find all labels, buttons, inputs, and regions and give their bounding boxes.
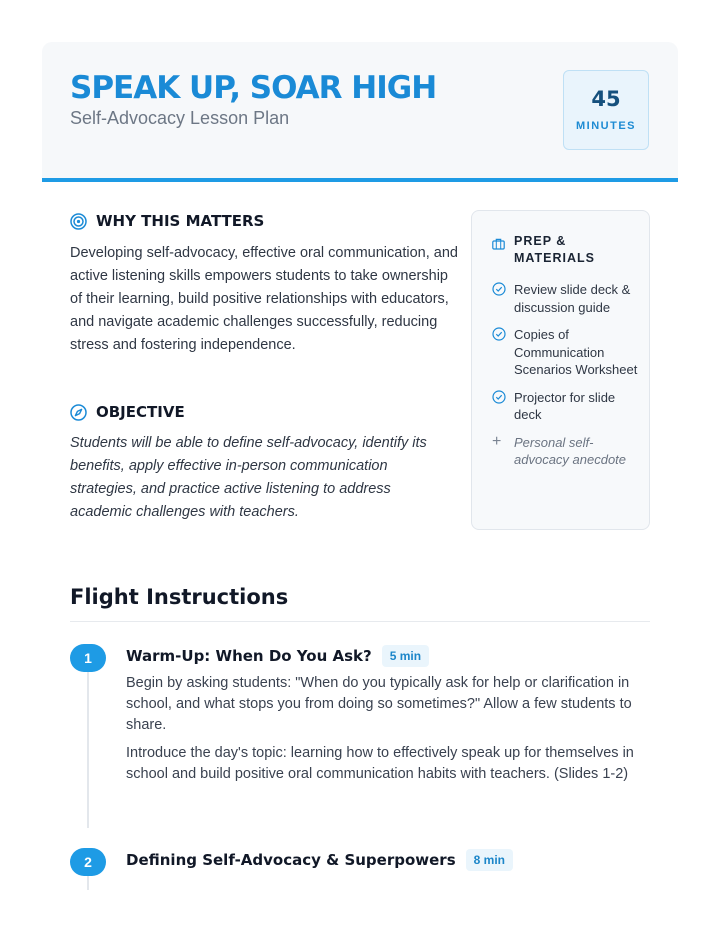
check-circle-icon: [492, 389, 506, 424]
why-heading-text: WHY THIS MATTERS: [96, 212, 265, 230]
flight-instructions-title: Flight Instructions: [70, 585, 289, 609]
header: [42, 42, 678, 178]
step-title: Warm-Up: When Do You Ask?: [126, 647, 372, 665]
check-circle-icon: [492, 326, 506, 379]
prep-item-label: Review slide deck & discussion guide: [514, 282, 631, 315]
prep-item-label: Projector for slide deck: [514, 389, 616, 422]
prep-heading: [492, 233, 594, 267]
plus-icon: +: [492, 432, 502, 450]
prep-item-optional: [492, 434, 642, 469]
step-number: 1: [70, 644, 106, 672]
step-title: Defining Self-Advocacy & Superpowers: [126, 851, 456, 869]
target-icon: [70, 213, 87, 230]
prep-materials-card: [471, 210, 650, 530]
objective-body: Students will be able to define self-advocacy, identify its benefits, apply effective in-person communication strategies, and practice active listening to address academic challenges with teachers.: [70, 435, 427, 520]
duration-value: 45: [591, 87, 621, 111]
step-connector: [87, 672, 89, 828]
flight-divider: [70, 621, 650, 622]
step-connector: [87, 876, 89, 890]
prep-item: [492, 281, 642, 316]
header-divider: [42, 178, 678, 182]
prep-list: [492, 281, 642, 479]
step-number: 2: [70, 848, 106, 876]
step-paragraph: Begin by asking students: "When do you typically ask for help or clarification in school, and what stops you from doing so sometimes?" Allow a few students to share.: [126, 675, 632, 733]
page-subtitle: Self-Advocacy Lesson Plan: [70, 108, 290, 128]
objective-heading: [70, 403, 185, 421]
step-time-badge: 8 min: [466, 849, 513, 871]
duration-unit: MINUTES: [576, 120, 636, 132]
briefcase-icon: [492, 233, 505, 267]
check-circle-icon: [492, 281, 506, 316]
step-paragraph: Introduce the day's topic: learning how to effectively speak up for themselves in school and build positive oral communication habits with teachers. (Slides 1-2): [126, 745, 634, 782]
page-title: SPEAK UP, SOAR HIGH: [70, 70, 437, 106]
step-header: [126, 849, 513, 871]
prep-item: [492, 326, 642, 379]
objective-heading-text: OBJECTIVE: [96, 403, 185, 421]
step-header: [126, 645, 429, 667]
compass-icon: [70, 404, 87, 421]
why-body: Developing self-advocacy, effective oral communication, and active listening skills empowers students to take ownership of their learning, build positive relationships with educators, and navigate academic challenges successfully, reducing stress and fostering independence.: [70, 245, 458, 353]
prep-title: PREP & MATERIALS: [514, 234, 595, 265]
prep-item: [492, 389, 642, 424]
why-heading: [70, 212, 264, 230]
duration-badge: [563, 70, 649, 150]
prep-item-label: Copies of Communication Scenarios Worksheet: [514, 327, 638, 377]
step-time-badge: 5 min: [382, 645, 429, 667]
prep-item-label: Personal self-advocacy anecdote: [514, 434, 627, 467]
